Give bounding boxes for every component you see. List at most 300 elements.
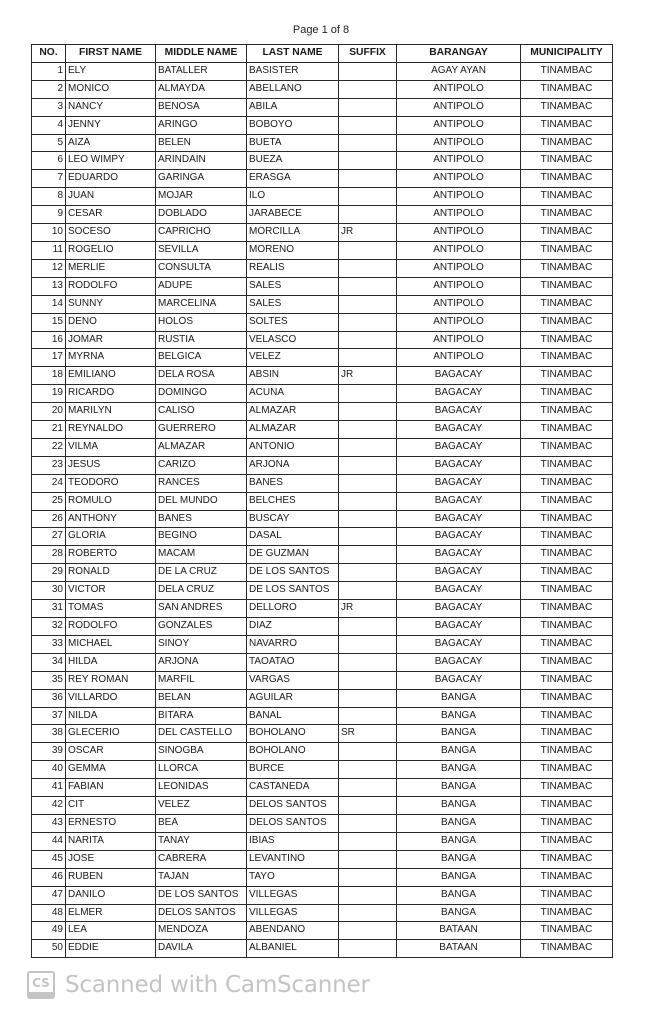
cell-municipality: TINAMBAC (521, 277, 613, 295)
cell-first-name: ERNESTO (66, 814, 156, 832)
cell-first-name: VICTOR (66, 582, 156, 600)
cell-middle-name: ARJONA (156, 653, 247, 671)
cell-no: 33 (32, 635, 66, 653)
cell-municipality: TINAMBAC (521, 940, 613, 958)
cell-first-name: GLORIA (66, 528, 156, 546)
cell-last-name: ABELLANO (247, 80, 339, 98)
cell-barangay: BAGACAY (397, 564, 521, 582)
cell-no: 47 (32, 886, 66, 904)
cell-barangay: BANGA (397, 725, 521, 743)
cell-no: 3 (32, 98, 66, 116)
cell-middle-name: TANAY (156, 832, 247, 850)
cell-last-name: VARGAS (247, 671, 339, 689)
cell-no: 26 (32, 510, 66, 528)
cell-first-name: ROGELIO (66, 241, 156, 259)
cell-first-name: RICARDO (66, 385, 156, 403)
cell-middle-name: GUERRERO (156, 421, 247, 439)
cell-barangay: BAGACAY (397, 421, 521, 439)
cell-suffix (339, 761, 397, 779)
cell-suffix: JR (339, 600, 397, 618)
cell-barangay: BANGA (397, 814, 521, 832)
cell-barangay: ANTIPOLO (397, 313, 521, 331)
cell-barangay: BAGACAY (397, 635, 521, 653)
cell-middle-name: CARIZO (156, 456, 247, 474)
cell-last-name: REALIS (247, 259, 339, 277)
cell-no: 38 (32, 725, 66, 743)
cell-last-name: DELLORO (247, 600, 339, 618)
cell-barangay: BANGA (397, 868, 521, 886)
cell-no: 34 (32, 653, 66, 671)
cell-first-name: REYNALDO (66, 421, 156, 439)
cell-suffix (339, 814, 397, 832)
cell-no: 27 (32, 528, 66, 546)
cell-no: 43 (32, 814, 66, 832)
cell-barangay: AGAY AYAN (397, 62, 521, 80)
cell-middle-name: RUSTIA (156, 331, 247, 349)
cell-suffix (339, 868, 397, 886)
header-no: NO. (32, 45, 66, 63)
table-row (32, 492, 613, 510)
cell-middle-name: BENOSA (156, 98, 247, 116)
cell-municipality: TINAMBAC (521, 814, 613, 832)
cell-municipality: TINAMBAC (521, 259, 613, 277)
cell-last-name: ILO (247, 188, 339, 206)
cell-municipality: TINAMBAC (521, 456, 613, 474)
cell-first-name: ANTHONY (66, 510, 156, 528)
cell-first-name: JUAN (66, 188, 156, 206)
cell-middle-name: DEL CASTELLO (156, 725, 247, 743)
cell-middle-name: LEONIDAS (156, 779, 247, 797)
cell-municipality: TINAMBAC (521, 528, 613, 546)
cell-first-name: VILMA (66, 438, 156, 456)
cell-municipality: TINAMBAC (521, 241, 613, 259)
cell-no: 48 (32, 904, 66, 922)
cell-barangay: BATAAN (397, 922, 521, 940)
cell-middle-name: BELGICA (156, 349, 247, 367)
cell-last-name: AGUILAR (247, 689, 339, 707)
cell-no: 5 (32, 134, 66, 152)
cell-middle-name: GONZALES (156, 618, 247, 636)
cell-first-name: NARITA (66, 832, 156, 850)
cell-no: 29 (32, 564, 66, 582)
cell-barangay: ANTIPOLO (397, 98, 521, 116)
table-row (32, 403, 613, 421)
table-row (32, 618, 613, 636)
cell-first-name: ROBERTO (66, 546, 156, 564)
table-row (32, 743, 613, 761)
cell-barangay: BANGA (397, 797, 521, 815)
cell-suffix (339, 922, 397, 940)
cell-municipality: TINAMBAC (521, 600, 613, 618)
cell-suffix (339, 241, 397, 259)
table-row (32, 761, 613, 779)
cell-barangay: ANTIPOLO (397, 80, 521, 98)
cell-last-name: BANAL (247, 707, 339, 725)
cell-municipality: TINAMBAC (521, 421, 613, 439)
cell-no: 42 (32, 797, 66, 815)
cell-last-name: ERASGA (247, 170, 339, 188)
table-row (32, 635, 613, 653)
cell-last-name: VILLEGAS (247, 886, 339, 904)
cell-suffix (339, 134, 397, 152)
table-row (32, 188, 613, 206)
cell-suffix (339, 403, 397, 421)
cell-no: 10 (32, 224, 66, 242)
cell-last-name: ABSIN (247, 367, 339, 385)
cell-no: 2 (32, 80, 66, 98)
cell-no: 50 (32, 940, 66, 958)
cell-barangay: BAGACAY (397, 653, 521, 671)
cell-middle-name: GARINGA (156, 170, 247, 188)
camscanner-logo-icon: CS (27, 971, 55, 999)
cell-middle-name: BELEN (156, 134, 247, 152)
cell-no: 13 (32, 277, 66, 295)
cell-middle-name: CAPRICHO (156, 224, 247, 242)
cell-middle-name: SEVILLA (156, 241, 247, 259)
cell-last-name: VILLEGAS (247, 904, 339, 922)
table-row (32, 331, 613, 349)
cell-suffix (339, 707, 397, 725)
cell-suffix (339, 152, 397, 170)
cell-suffix (339, 635, 397, 653)
cell-municipality: TINAMBAC (521, 725, 613, 743)
cell-municipality: TINAMBAC (521, 474, 613, 492)
table-row (32, 241, 613, 259)
camscanner-watermark (27, 971, 370, 999)
cell-first-name: CIT (66, 797, 156, 815)
cell-middle-name: DELA CRUZ (156, 582, 247, 600)
table-row (32, 277, 613, 295)
cell-last-name: LEVANTINO (247, 850, 339, 868)
cell-no: 14 (32, 295, 66, 313)
cell-last-name: BOHOLANO (247, 725, 339, 743)
cell-suffix (339, 116, 397, 134)
cell-last-name: BUEZA (247, 152, 339, 170)
cell-barangay: BAGACAY (397, 403, 521, 421)
cell-first-name: EDDIE (66, 940, 156, 958)
table-row (32, 564, 613, 582)
cell-first-name: RODOLFO (66, 277, 156, 295)
cell-barangay: ANTIPOLO (397, 277, 521, 295)
cell-suffix (339, 259, 397, 277)
table-row (32, 671, 613, 689)
cell-last-name: MORCILLA (247, 224, 339, 242)
cell-last-name: VELASCO (247, 331, 339, 349)
cell-municipality: TINAMBAC (521, 80, 613, 98)
cell-municipality: TINAMBAC (521, 188, 613, 206)
cell-suffix (339, 313, 397, 331)
cell-municipality: TINAMBAC (521, 367, 613, 385)
cell-middle-name: HOLOS (156, 313, 247, 331)
cell-first-name: AIZA (66, 134, 156, 152)
table-row (32, 152, 613, 170)
cell-municipality: TINAMBAC (521, 224, 613, 242)
cell-middle-name: ADUPE (156, 277, 247, 295)
cell-no: 46 (32, 868, 66, 886)
header-municipality: MUNICIPALITY (521, 45, 613, 63)
cell-middle-name: SINOGBA (156, 743, 247, 761)
table-row (32, 904, 613, 922)
cell-suffix (339, 582, 397, 600)
cell-suffix (339, 564, 397, 582)
cell-no: 37 (32, 707, 66, 725)
cell-suffix: JR (339, 367, 397, 385)
cell-last-name: MORENO (247, 241, 339, 259)
cell-no: 35 (32, 671, 66, 689)
cell-no: 20 (32, 403, 66, 421)
cell-suffix (339, 188, 397, 206)
cell-last-name: DE GUZMAN (247, 546, 339, 564)
cell-first-name: HILDA (66, 653, 156, 671)
table-row (32, 582, 613, 600)
table-row (32, 259, 613, 277)
cell-municipality: TINAMBAC (521, 438, 613, 456)
cell-last-name: SOLTES (247, 313, 339, 331)
cell-middle-name: BEA (156, 814, 247, 832)
cell-no: 28 (32, 546, 66, 564)
table-row (32, 295, 613, 313)
cell-barangay: ANTIPOLO (397, 188, 521, 206)
cell-barangay: BANGA (397, 743, 521, 761)
cell-municipality: TINAMBAC (521, 671, 613, 689)
cell-barangay: ANTIPOLO (397, 331, 521, 349)
cell-middle-name: LLORCA (156, 761, 247, 779)
cell-barangay: BAGACAY (397, 456, 521, 474)
cell-middle-name: CABRERA (156, 850, 247, 868)
cell-first-name: TOMAS (66, 600, 156, 618)
cell-barangay: BAGACAY (397, 510, 521, 528)
cell-middle-name: DOBLADO (156, 206, 247, 224)
cell-middle-name: MENDOZA (156, 922, 247, 940)
cell-first-name: JOSE (66, 850, 156, 868)
cell-suffix (339, 689, 397, 707)
cell-first-name: MONICO (66, 80, 156, 98)
cell-municipality: TINAMBAC (521, 618, 613, 636)
cell-last-name: JARABECE (247, 206, 339, 224)
cell-barangay: BAGACAY (397, 618, 521, 636)
cell-middle-name: ARINGO (156, 116, 247, 134)
cell-municipality: TINAMBAC (521, 797, 613, 815)
cell-middle-name: BITARA (156, 707, 247, 725)
cell-first-name: OSCAR (66, 743, 156, 761)
cell-suffix (339, 510, 397, 528)
table-row (32, 868, 613, 886)
cell-no: 40 (32, 761, 66, 779)
cell-first-name: DENO (66, 313, 156, 331)
cell-barangay: BANGA (397, 832, 521, 850)
table-row (32, 832, 613, 850)
cell-no: 8 (32, 188, 66, 206)
cell-last-name: ALMAZAR (247, 403, 339, 421)
cell-suffix (339, 438, 397, 456)
cell-middle-name: TAJAN (156, 868, 247, 886)
cell-barangay: ANTIPOLO (397, 152, 521, 170)
cell-municipality: TINAMBAC (521, 170, 613, 188)
cell-first-name: VILLARDO (66, 689, 156, 707)
cell-no: 15 (32, 313, 66, 331)
cell-municipality: TINAMBAC (521, 313, 613, 331)
cell-municipality: TINAMBAC (521, 510, 613, 528)
table-row (32, 510, 613, 528)
cell-municipality: TINAMBAC (521, 653, 613, 671)
cell-first-name: ELMER (66, 904, 156, 922)
cell-no: 24 (32, 474, 66, 492)
cell-middle-name: ALMAYDA (156, 80, 247, 98)
roster-table (31, 44, 613, 958)
table-row (32, 725, 613, 743)
cell-suffix (339, 904, 397, 922)
cell-first-name: DANILO (66, 886, 156, 904)
cell-suffix (339, 295, 397, 313)
table-row (32, 814, 613, 832)
cell-last-name: ALMAZAR (247, 421, 339, 439)
cell-middle-name: DE LOS SANTOS (156, 886, 247, 904)
table-row (32, 349, 613, 367)
cell-suffix (339, 80, 397, 98)
cell-no: 22 (32, 438, 66, 456)
cell-municipality: TINAMBAC (521, 779, 613, 797)
page-number-label: Page 1 of 8 (292, 24, 350, 36)
cell-last-name: BUSCAY (247, 510, 339, 528)
cell-municipality: TINAMBAC (521, 546, 613, 564)
cell-middle-name: BANES (156, 510, 247, 528)
cell-last-name: ANTONIO (247, 438, 339, 456)
cell-suffix (339, 940, 397, 958)
cell-municipality: TINAMBAC (521, 134, 613, 152)
cell-suffix (339, 832, 397, 850)
cell-municipality: TINAMBAC (521, 707, 613, 725)
cell-last-name: BASISTER (247, 62, 339, 80)
cell-last-name: DASAL (247, 528, 339, 546)
cell-suffix (339, 653, 397, 671)
cell-last-name: TAYO (247, 868, 339, 886)
cell-first-name: FABIAN (66, 779, 156, 797)
cell-suffix (339, 850, 397, 868)
cell-no: 9 (32, 206, 66, 224)
cell-barangay: BATAAN (397, 940, 521, 958)
table-row (32, 922, 613, 940)
cell-middle-name: BEGINO (156, 528, 247, 546)
cell-first-name: JENNY (66, 116, 156, 134)
cell-barangay: BAGACAY (397, 546, 521, 564)
cell-municipality: TINAMBAC (521, 922, 613, 940)
cell-middle-name: DEL MUNDO (156, 492, 247, 510)
cell-first-name: GEMMA (66, 761, 156, 779)
cell-suffix (339, 206, 397, 224)
cell-barangay: BAGACAY (397, 385, 521, 403)
cell-suffix (339, 62, 397, 80)
cell-no: 21 (32, 421, 66, 439)
cell-municipality: TINAMBAC (521, 152, 613, 170)
cell-last-name: VELEZ (247, 349, 339, 367)
cell-middle-name: VELEZ (156, 797, 247, 815)
cell-barangay: BAGACAY (397, 600, 521, 618)
table-row (32, 707, 613, 725)
table-row (32, 474, 613, 492)
cell-first-name: EDUARDO (66, 170, 156, 188)
cell-no: 45 (32, 850, 66, 868)
cell-middle-name: ALMAZAR (156, 438, 247, 456)
cell-municipality: TINAMBAC (521, 349, 613, 367)
cell-first-name: SOCESO (66, 224, 156, 242)
table-row (32, 170, 613, 188)
cell-first-name: MERLIE (66, 259, 156, 277)
cell-suffix (339, 331, 397, 349)
cell-last-name: SALES (247, 277, 339, 295)
table-row (32, 80, 613, 98)
table-header-row (32, 45, 613, 63)
cell-middle-name: ARINDAIN (156, 152, 247, 170)
cell-first-name: NANCY (66, 98, 156, 116)
cell-municipality: TINAMBAC (521, 635, 613, 653)
cell-municipality: TINAMBAC (521, 564, 613, 582)
cell-last-name: CASTANEDA (247, 779, 339, 797)
cell-last-name: BURCE (247, 761, 339, 779)
table-row (32, 367, 613, 385)
cell-middle-name: DAVILA (156, 940, 247, 958)
cell-barangay: BANGA (397, 850, 521, 868)
table-row (32, 134, 613, 152)
cell-barangay: BAGACAY (397, 492, 521, 510)
cell-middle-name: BATALLER (156, 62, 247, 80)
cell-middle-name: DOMINGO (156, 385, 247, 403)
cell-municipality: TINAMBAC (521, 904, 613, 922)
cell-middle-name: DELOS SANTOS (156, 904, 247, 922)
cell-last-name: DELOS SANTOS (247, 814, 339, 832)
table-row (32, 600, 613, 618)
cell-suffix (339, 671, 397, 689)
cell-barangay: ANTIPOLO (397, 241, 521, 259)
cell-last-name: ABILA (247, 98, 339, 116)
cell-first-name: JESUS (66, 456, 156, 474)
table-row (32, 689, 613, 707)
cell-municipality: TINAMBAC (521, 206, 613, 224)
cell-first-name: SUNNY (66, 295, 156, 313)
cell-no: 11 (32, 241, 66, 259)
table-row (32, 421, 613, 439)
cell-last-name: IBIAS (247, 832, 339, 850)
cell-first-name: EMILIANO (66, 367, 156, 385)
cell-first-name: LEO WIMPY (66, 152, 156, 170)
cell-no: 18 (32, 367, 66, 385)
cell-municipality: TINAMBAC (521, 868, 613, 886)
cell-last-name: ARJONA (247, 456, 339, 474)
cell-first-name: RUBEN (66, 868, 156, 886)
cell-first-name: REY ROMAN (66, 671, 156, 689)
cell-municipality: TINAMBAC (521, 62, 613, 80)
cell-middle-name: MARCELINA (156, 295, 247, 313)
cell-no: 16 (32, 331, 66, 349)
cell-barangay: BANGA (397, 904, 521, 922)
cell-barangay: ANTIPOLO (397, 259, 521, 277)
cell-municipality: TINAMBAC (521, 98, 613, 116)
cell-last-name: BELCHES (247, 492, 339, 510)
cell-first-name: JOMAR (66, 331, 156, 349)
cell-barangay: ANTIPOLO (397, 349, 521, 367)
cell-municipality: TINAMBAC (521, 832, 613, 850)
header-suffix: SUFFIX (339, 45, 397, 63)
cell-first-name: MYRNA (66, 349, 156, 367)
cell-middle-name: MACAM (156, 546, 247, 564)
cell-no: 31 (32, 600, 66, 618)
cell-barangay: BAGACAY (397, 528, 521, 546)
cell-municipality: TINAMBAC (521, 850, 613, 868)
cell-no: 32 (32, 618, 66, 636)
cell-middle-name: SAN ANDRES (156, 600, 247, 618)
cell-no: 39 (32, 743, 66, 761)
table-row (32, 116, 613, 134)
cell-barangay: BANGA (397, 779, 521, 797)
